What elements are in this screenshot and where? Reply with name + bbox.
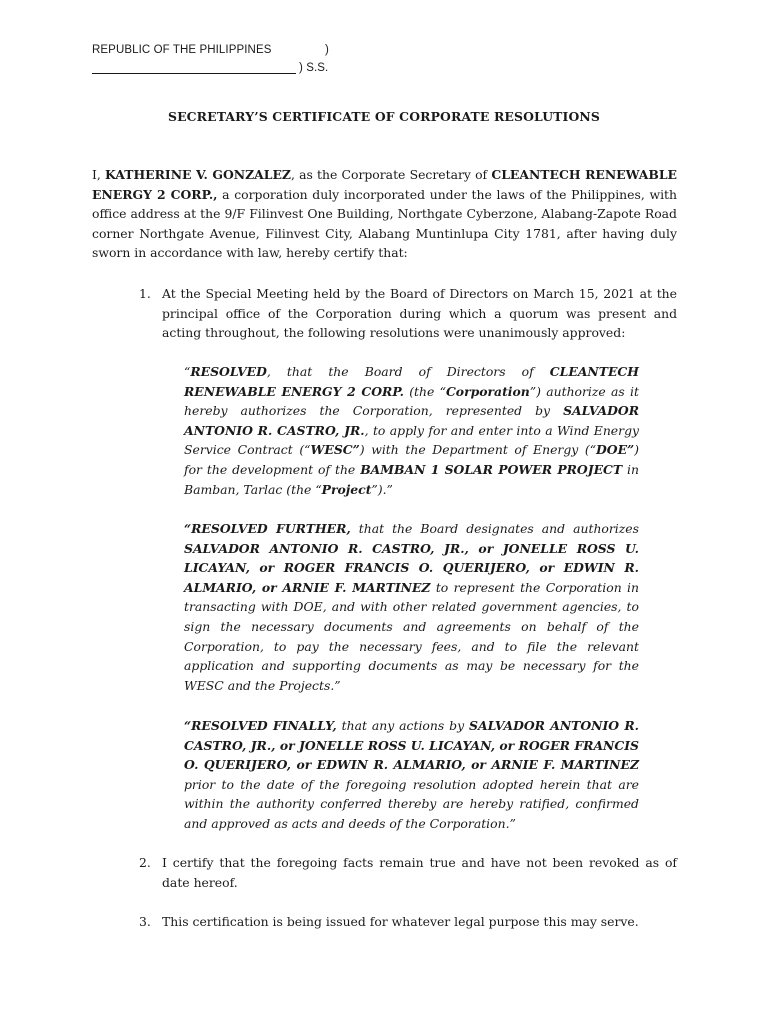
intro-paragraph bbox=[92, 165, 677, 263]
item-1-text: At the Special Meeting held by the Board of Directors on March 15, 2021 at the principal office of the Corporation during which a quorum was present and acting throughout, the following resolutions were unanimously approved: bbox=[162, 286, 677, 341]
intro-text: , as the Corporate Secretary of bbox=[290, 167, 492, 182]
secretary-name: KATHERINE V. GONZALEZ bbox=[105, 167, 291, 182]
venue-caption-country bbox=[92, 44, 329, 56]
caption-country: REPUBLIC OF THE PHILIPPINES bbox=[92, 44, 272, 56]
intro-text: I, bbox=[92, 167, 106, 182]
venue-caption-ss bbox=[92, 62, 328, 74]
resolution-1: “RESOLVED, that the Board of Directors of CLEANTECH RENEWABLE ENERGY 2 CORP. (the “Corporation”) authorize as it hereby authorizes the Corporation, represented by SALVADOR ANTONIO R. CASTRO, JR., to apply for and enter into a Wind Energy Service Contract (“WESC”) with the Department of Energy (“DOE”) for the development of the BAMBAN 1 SOLAR POWER PROJECT in Bamban, Tarlac (the “Project”).” bbox=[184, 364, 640, 497]
item-number: 2. bbox=[139, 855, 151, 870]
document-title: SECRETARY’S CERTIFICATE OF CORPORATE RESOLUTIONS bbox=[167, 109, 601, 124]
caption-blank-line bbox=[92, 62, 296, 74]
intro-text: a corporation duly incorporated under the laws of the Philippines, with office address at the 9/F Filinvest One Building, Northgate Cyberzone, Alabang-Zapote Road corner Northgate Avenue, Filinvest City, Alabang Muntinlupa City 1781, after having duly sworn in accordance with law, hereby certify that: bbox=[92, 186, 677, 261]
caption-ss: ) S.S. bbox=[299, 62, 329, 74]
item-2-text: I certify that the foregoing facts remain true and have not been revoked as of date hereof. bbox=[162, 855, 677, 890]
item-number: 1. bbox=[139, 286, 151, 301]
corporation-name: CLEANTECH RENEWABLE ENERGY 2 CORP., bbox=[92, 167, 677, 202]
item-3-text: This certification is being issued for whatever legal purpose this may serve. bbox=[162, 914, 639, 929]
resolution-2: “RESOLVED FURTHER, that the Board designates and authorizes SALVADOR ANTONIO R. CASTRO, JR., or JONELLE ROSS U. LICAYAN, or ROGER FRANCIS O. QUERIJERO, or EDWIN R. ALMARIO, or ARNIE F. MARTINEZ to represent the Corporation in transacting with DOE, and with other related government agencies, to sign the necessary documents and agreements on behalf of the Corporation, to pay the necessary fees, and to file the relevant application and supporting documents as may be necessary for the WESC and the Projects.” bbox=[184, 521, 639, 693]
item-number: 3. bbox=[139, 914, 151, 929]
resolution-3: “RESOLVED FINALLY, that any actions by SALVADOR ANTONIO R. CASTRO, JR., or JONELLE ROSS U. LICAYAN, or ROGER FRANCIS O. QUERIJERO, or EDWIN R. ALMARIO, or ARNIE F. MARTINEZ prior to the date of the foregoing resolution adopted herein that are within the authority conferred thereby are hereby ratified, confirmed and approved as acts and deeds of the Corporation.” bbox=[184, 718, 639, 831]
caption-paren: ) bbox=[325, 44, 329, 56]
